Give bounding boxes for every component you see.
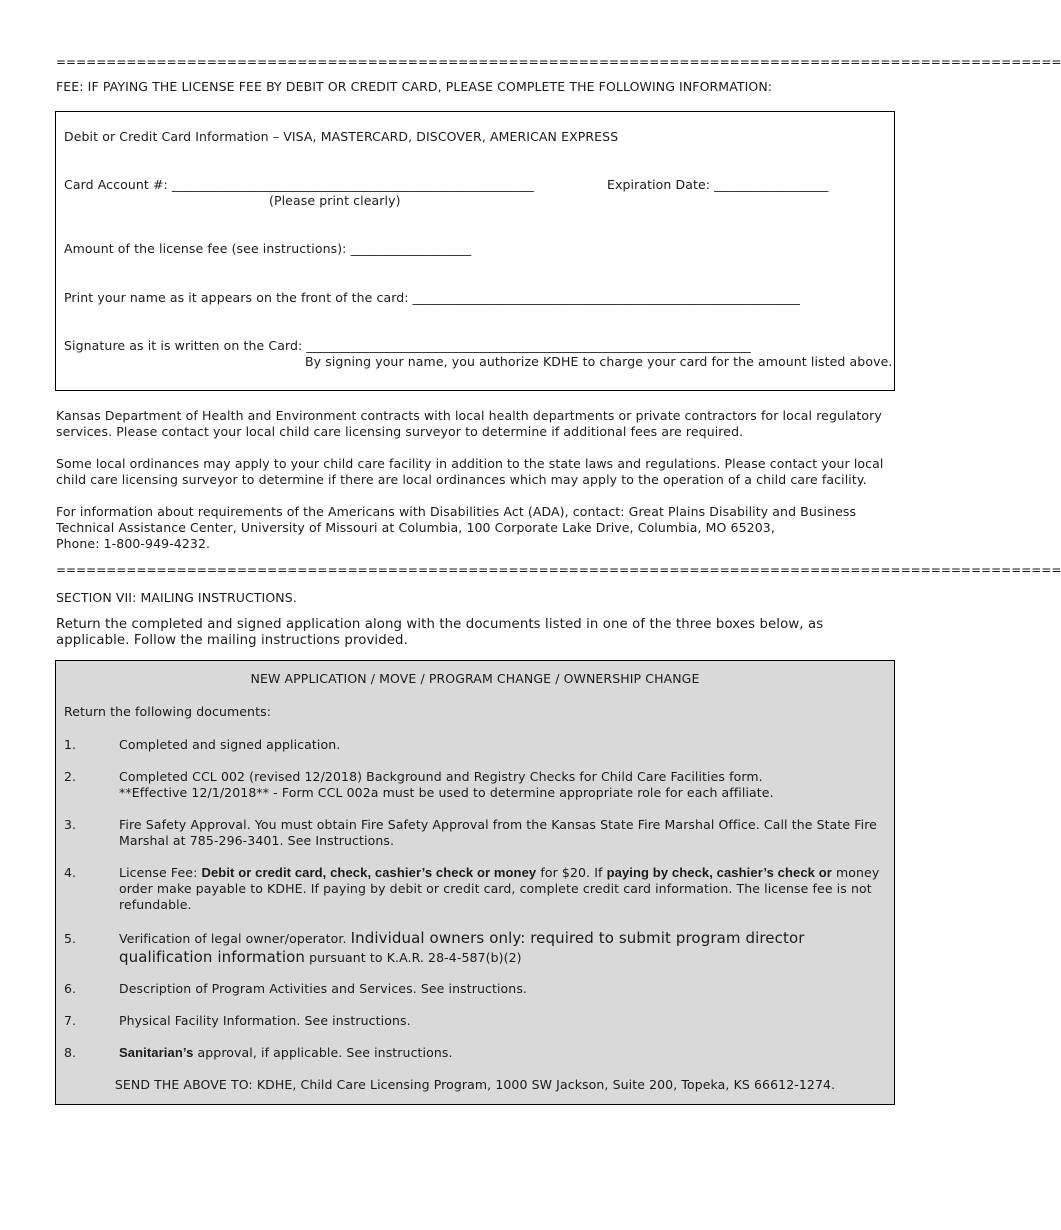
item-effective-note: **Effective 12/1/2018** - Form CCL 002a must be used to determine appropriate role for each affiliate.	[119, 785, 774, 800]
cardholder-name-field[interactable]: Print your name as it appears on the front of the card: _____________________________________________________________	[64, 290, 800, 305]
item-text: Fire Safety Approval. You must obtain Fire Safety Approval from the Kansas State Fire Marshal Office. Call the State Fire Marshal at 785-296-3401. See Instructions.	[119, 817, 877, 848]
kdhe-contracts-paragraph: Kansas Department of Health and Environment contracts with local health departments or private contractors for local regulatory services. Please contact your local child care licensing surveyor to determine if additional fees are required.	[56, 408, 882, 439]
print-clearly-note: (Please print clearly)	[269, 193, 401, 208]
item-number: 2.	[64, 769, 77, 784]
item-text: Description of Program Activities and Services. See instructions.	[119, 981, 528, 996]
authorize-note: By signing your name, you authorize KDHE to charge your card for the amount listed above.	[305, 354, 893, 369]
ada-info-phone: Phone: 1-800-949-4232.	[56, 536, 211, 551]
item-text: Sanitarian’s approval, if applicable. See instructions.	[119, 1045, 453, 1060]
item-text: Physical Facility Information. See instructions.	[119, 1013, 411, 1028]
section-7-heading: SECTION VII: MAILING INSTRUCTIONS.	[56, 590, 297, 605]
item-number: 5.	[64, 931, 77, 946]
item-number: 6.	[64, 981, 77, 996]
send-to-address: SEND THE ABOVE TO: KDHE, Child Care Licensing Program, 1000 SW Jackson, Suite 200, Topeka, KS 66612-1274.	[114, 1077, 836, 1092]
mailing-box-title: NEW APPLICATION / MOVE / PROGRAM CHANGE / OWNERSHIP CHANGE	[250, 671, 700, 686]
fee-heading: FEE: IF PAYING THE LICENSE FEE BY DEBIT OR CREDIT CARD, PLEASE COMPLETE THE FOLLOWING INFORMATION:	[56, 79, 773, 94]
mailing-instructions-box	[55, 660, 895, 1105]
item-text: License Fee: Debit or credit card, check, cashier’s check or money for $20. If paying by check, cashier’s check or money order make payable to KDHE. If paying by debit or credit card, complete credit card information. The license fee is not refundable.	[119, 865, 880, 912]
item-text: Completed CCL 002 (revised 12/2018) Background and Registry Checks for Child Care Facilities form.	[119, 769, 763, 784]
item-text: Completed and signed application.	[119, 737, 341, 752]
card-account-field[interactable]: Card Account #: _________________________________________________________	[64, 177, 534, 192]
license-fee-amount-field[interactable]: Amount of the license fee (see instructions): ___________________	[64, 241, 472, 256]
separator-top: ====================================================================================================	[56, 55, 1061, 69]
return-documents-label: Return the following documents:	[64, 704, 271, 719]
item-number: 7.	[64, 1013, 77, 1028]
separator-middle: ====================================================================================================	[56, 563, 1061, 577]
item-number: 8.	[64, 1045, 77, 1060]
item-number: 1.	[64, 737, 77, 752]
section-7-intro: Return the completed and signed application along with the documents listed in one of the three boxes below, as applicable. Follow the mailing instructions provided.	[56, 617, 824, 648]
expiration-date-field[interactable]: Expiration Date: __________________	[607, 177, 829, 192]
local-ordinances-paragraph: Some local ordinances may apply to your child care facility in addition to the state laws and regulations. Please contact your local child care licensing surveyor to determine if there are local ordinances which may apply to the operation of a child care facility.	[56, 456, 884, 487]
signature-field[interactable]: Signature as it is written on the Card: ______________________________________________________________________	[64, 338, 751, 353]
item-number: 3.	[64, 817, 77, 832]
item-number: 4.	[64, 865, 77, 880]
card-info-text: Debit or Credit Card Information – VISA, MASTERCARD, DISCOVER, AMERICAN EXPRESS	[64, 129, 619, 144]
card-info-box	[55, 111, 895, 391]
item-text: Verification of legal owner/operator. Individual owners only: required to submit program director qualification information pursuant to K.A.R. 28-4-587(b)(2)	[119, 929, 805, 966]
ada-info-line-1: For information about requirements of the Americans with Disabilities Act (ADA), contact: Great Plains Disability and Business	[56, 504, 857, 519]
ada-info-line-2: Technical Assistance Center, University of Missouri at Columbia, 100 Corporate Lake Drive, Columbia, MO 65203,	[56, 520, 775, 535]
